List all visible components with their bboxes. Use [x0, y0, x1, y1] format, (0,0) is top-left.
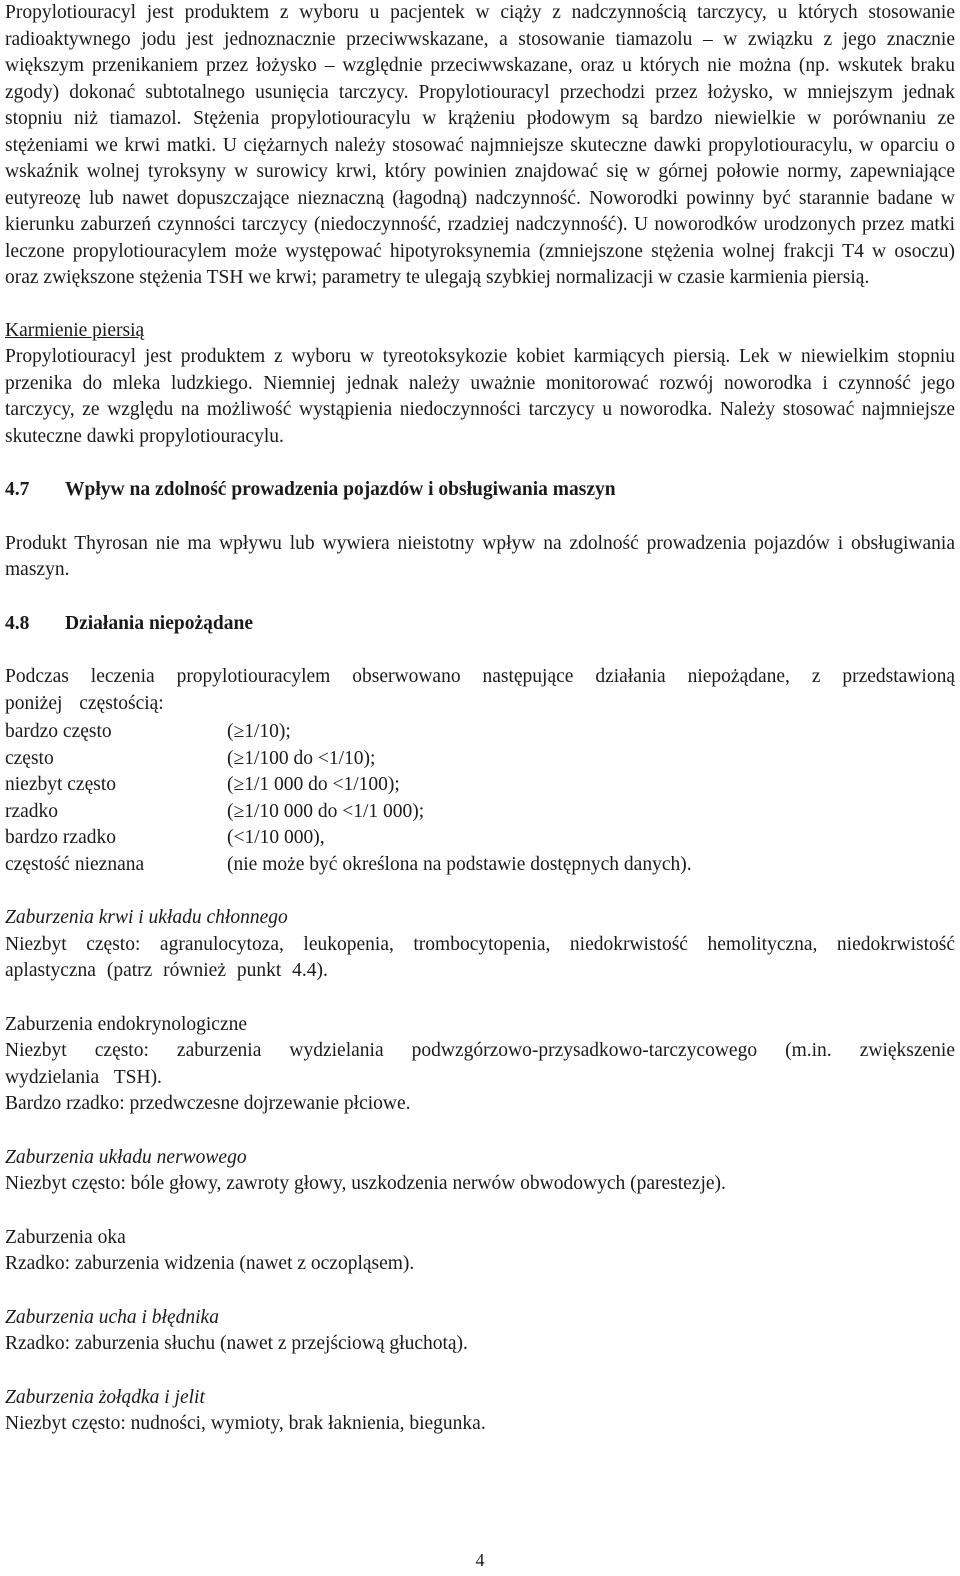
frequency-row	[5, 746, 955, 773]
section-4-8-title: Działania niepożądane	[65, 612, 253, 634]
frequency-row	[5, 719, 955, 746]
frequency-label: niezbyt często	[5, 774, 116, 795]
block-gastro-title: Zaburzenia żołądka i jelit	[5, 1386, 205, 1408]
block-ear-title: Zaburzenia ucha i błędnika	[5, 1306, 219, 1328]
block-eye-title: Zaburzenia oka	[5, 1226, 126, 1248]
section-4-7-paragraph: Produkt Thyrosan nie ma wpływu lub wywiera nieistotny wpływ na zdolność prowadzenia pojazdów i obsługiwania maszyn.	[5, 532, 955, 580]
frequency-label: często	[5, 747, 54, 769]
block-endocrine-title: Zaburzenia endokrynologiczne	[5, 1013, 248, 1035]
block-eye-line: Rzadko: zaburzenia widzenia (nawet z oczopląsem).	[5, 1253, 415, 1274]
section-4-7-title: Wpływ na zdolność prowadzenia pojazdów i obsługiwania maszyn	[65, 479, 616, 500]
frequency-label: częstość nieznana	[5, 853, 145, 875]
frequency-row	[5, 852, 955, 879]
section-4-7-number: 4.7	[5, 479, 30, 500]
section-4-8-heading	[5, 611, 955, 638]
frequency-value: (<1/10 000),	[227, 827, 325, 848]
frequency-row	[5, 772, 955, 799]
block-nervous-title: Zaburzenia układu nerwowego	[5, 1146, 247, 1168]
block-endocrine-line: Niezbyt często: zaburzenia wydzielania podwzgórzowo-przysadkowo-tarczycowego (m.in. zwiększenie wydzielania TSH).	[5, 1040, 955, 1088]
section-4-7-heading	[5, 477, 955, 504]
frequency-label: bardzo często	[5, 721, 112, 742]
section-4-8-intro: Podczas leczenia propylotiouracylem obserwowano następujące działania niepożądane, z przedstawioną poniżej częstością:	[5, 666, 955, 714]
document-page	[5, 0, 955, 1438]
block-ear-line: Rzadko: zaburzenia słuchu (nawet z przejściową głuchotą).	[5, 1333, 468, 1354]
block-gastro-line: Niezbyt często: nudności, wymioty, brak łaknienia, biegunka.	[5, 1413, 486, 1434]
page-number: 4	[475, 1550, 485, 1570]
frequency-label: bardzo rzadko	[5, 827, 116, 848]
frequency-row	[5, 825, 955, 852]
breastfeeding-title: Karmienie piersią	[5, 319, 145, 341]
section-4-8-number: 4.8	[5, 612, 30, 634]
block-blood-title: Zaburzenia krwi i układu chłonnego	[5, 907, 288, 928]
block-nervous-line: Niezbyt często: bóle głowy, zawroty głowy, uszkodzenia nerwów obwodowych (parestezje).	[5, 1173, 726, 1194]
frequency-value: (≥1/10);	[227, 721, 291, 742]
frequency-row	[5, 799, 955, 826]
breastfeeding-paragraph: Propylotiouracyl jest produktem z wyboru w tyreotoksykozie kobiet karmiących piersią. Lek w niewielkim stopniu przenika do mleka ludzkiego. Niemniej jednak należy uważnie monitorować rozwój noworodka i czynność jego tarczycy, ze względu na możliwość wystąpienia niedoczynności tarczycy u noworodka. Należy stosować najmniejsze skuteczne dawki propylotiouracylu.	[5, 346, 955, 447]
block-blood-line: Niezbyt często: agranulocytoza, leukopenia, trombocytopenia, niedokrwistość hemolityczna, niedokrwistość aplastyczna (patrz również punkt 4.4).	[5, 933, 955, 981]
frequency-value: (nie może być określona na podstawie dostępnych danych).	[227, 853, 692, 875]
block-endocrine-line: Bardzo rzadko: przedwczesne dojrzewanie płciowe.	[5, 1093, 411, 1114]
frequency-value: (≥1/1 000 do <1/100);	[227, 774, 400, 795]
frequency-list	[5, 719, 955, 878]
frequency-value: (≥1/100 do <1/10);	[227, 747, 376, 769]
frequency-value: (≥1/10 000 do <1/1 000);	[227, 800, 425, 822]
pregnancy-paragraph: Propylotiouracyl jest produktem z wyboru u pacjentek w ciąży z nadczynnością tarczycy, u których stosowanie radioaktywnego jodu jest jednoznacznie przeciwwskazane, a stosowanie tiamazolu – w związku z jego znacznie większym przenikaniem przez łożysko – względnie przeciwwskazane, oraz u których nie można (np. wskutek braku zgody) dokonać subtotalnego usunięcia tarczycy. Propylotiouracyl przechodzi przez łożysko, w mniejszym jednak stopniu niż tiamazol. Stężenia propylotiouracylu w krążeniu płodowym są bardzo niewielkie w porównaniu ze stężeniami we krwi matki. U ciężarnych należy stosować najmniejsze skuteczne dawki propylotiouracylu, w oparciu o wskaźnik wolnej tyroksyny w surowicy krwi, który powinien znajdować się w górnej połowie normy, zapewniające eutyreozę lub nawet dopuszczające nieznaczną (łagodną) nadczynność. Noworodki powinny być starannie badane w kierunku zaburzeń czynności tarczycy (niedoczynność, rzadziej nadczynność). U noworodków urodzonych przez matki leczone propylotiouracylem może występować hipotyroksynemia (zmniejszone stężenia wolnej frakcji T4 w osoczu) oraz zwiększone stężenia TSH we krwi; parametry te ulegają szybkiej normalizacji w czasie karmienia piersią.	[5, 2, 955, 288]
frequency-label: rzadko	[5, 800, 59, 822]
